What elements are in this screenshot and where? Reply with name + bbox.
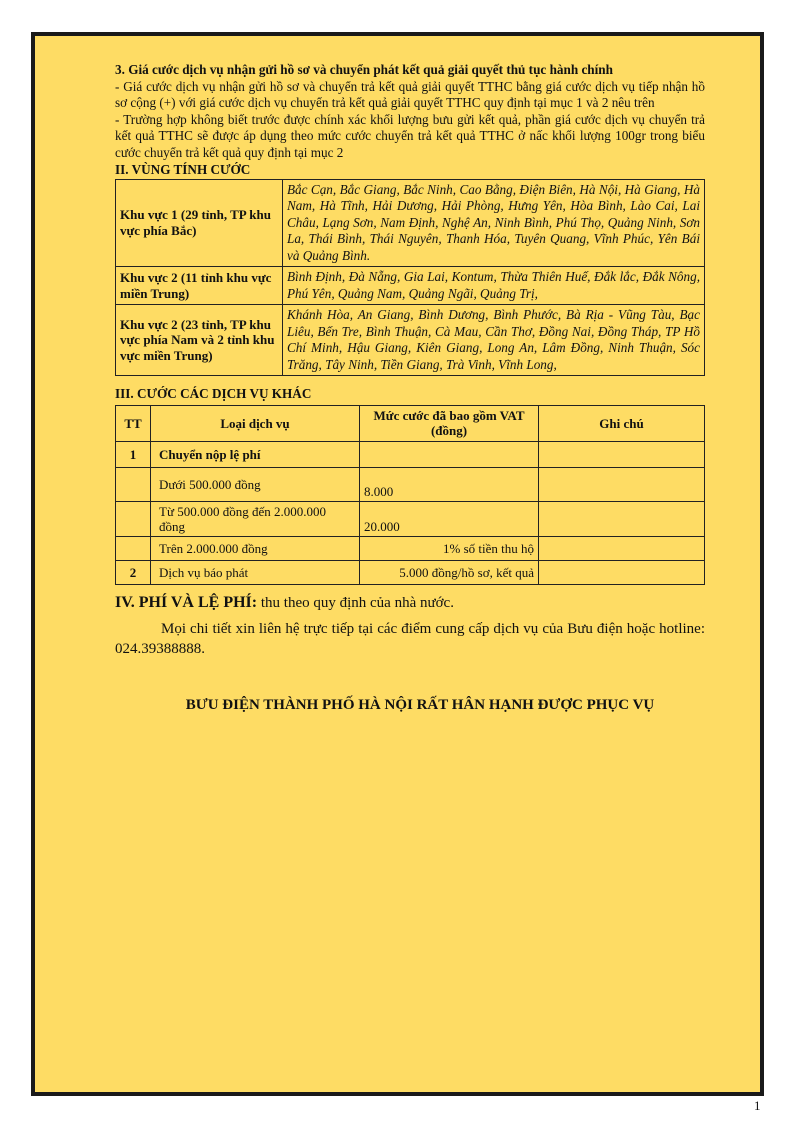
fees-table [115,405,705,585]
row-number [116,536,151,560]
service-type: Từ 500.000 đồng đến 2.000.000 đồng [151,501,360,536]
service-type: Trên 2.000.000 đồng [151,536,360,560]
section3-title: 3. Giá cước dịch vụ nhận gửi hồ sơ và chuyển phát kết quả giải quyết thủ tục hành chính [115,62,613,77]
section2-heading: II. VÙNG TÍNH CƯỚC [115,162,251,177]
row-number [116,501,151,536]
header-note: Ghi chú [539,405,705,441]
row-number: 1 [116,441,151,467]
service-note [539,467,705,501]
table-row [116,467,705,501]
section4 [115,593,705,613]
row-number: 2 [116,560,151,584]
service-price [360,441,539,467]
section3-paragraph-1: - Giá cước dịch vụ nhận gửi hồ sơ và chuyển trả kết quả giải quyết TTHC bằng giá cước dịch vụ tiếp nhận hồ sơ cộng (+) với giá cước dịch vụ chuyển trả kết quả giải quyết TTHC quy định tại mục 1 và 2 nêu trên [115,78,705,110]
zones-table [115,179,705,377]
section3-paragraph-2: - Trường hợp không biết trước được chính xác khối lượng bưu gửi kết quả, phần giá cước dịch vụ chuyển trả kết quả TTHC sẽ được áp dụng theo mức cước chuyển trả kết quả TTHC ở nấc khối lượng 100gr trong biểu cước chuyển trả kết quả quy định tại mục 2 [115,111,705,160]
zone-provinces: Bắc Cạn, Bắc Giang, Bắc Ninh, Cao Bằng, Điện Biên, Hà Nội, Hà Giang, Hà Nam, Hà Tĩnh, Hải Dương, Hải Phòng, Hưng Yên, Hòa Bình, Lào Cai, Lai Châu, Lạng Sơn, Nam Định, Nghệ An, Ninh Bình, Phú Thọ, Quảng Ninh, Sơn La, Thái Bình, Thái Nguyên, Thanh Hóa, Tuyên Quang, Vĩnh Phúc, Yên Bái và Quảng Bình. [283,179,705,267]
zone-provinces: Khánh Hòa, An Giang, Bình Dương, Bình Phước, Bà Rịa - Vũng Tàu, Bạc Liêu, Bến Tre, Bình Thuận, Cà Mau, Cần Thơ, Đồng Nai, Đồng Tháp, TP Hồ Chí Minh, Hậu Giang, Kiên Giang, Long An, Lâm Đồng, Ninh Thuận, Sóc Trăng, Tây Ninh, Tiền Giang, Trà Vinh, Vĩnh Long, [283,305,705,376]
table-row [116,441,705,467]
table-row [116,560,705,584]
table-row [116,179,705,267]
header-type: Loại dịch vụ [151,405,360,441]
table-row [116,267,705,305]
zone-provinces: Bình Định, Đà Nẵng, Gia Lai, Kontum, Thừa Thiên Huế, Đắk lắc, Đắk Nông, Phú Yên, Quảng Nam, Quảng Ngãi, Quảng Trị, [283,267,705,305]
document-content [115,62,705,713]
service-price: 1% số tiền thu hộ [360,536,539,560]
service-type: Chuyển nộp lệ phí [151,441,360,467]
service-price: 20.000 [360,501,539,536]
table-header-row [116,405,705,441]
zone-name: Khu vực 1 (29 tỉnh, TP khu vực phía Bắc) [116,179,283,267]
header-price: Mức cước đã bao gồm VAT (đồng) [360,405,539,441]
section4-text: thu theo quy định của nhà nước. [257,594,454,611]
service-note [539,536,705,560]
section3b-heading: III. CƯỚC CÁC DỊCH VỤ KHÁC [115,386,312,401]
table-row [116,305,705,376]
service-note [539,501,705,536]
page-number: 1 [754,1098,761,1113]
service-note [539,560,705,584]
zone-name: Khu vực 2 (11 tỉnh khu vực miền Trung) [116,267,283,305]
zone-name: Khu vực 2 (23 tỉnh, TP khu vực phía Nam và 2 tỉnh khu vực miền Trung) [116,305,283,376]
table-row [116,536,705,560]
section4-label: IV. PHÍ VÀ LỆ PHÍ: [115,593,258,611]
table-row [116,501,705,536]
header-tt: TT [116,405,151,441]
service-price: 8.000 [360,467,539,501]
service-type: Dưới 500.000 đồng [151,467,360,501]
service-note [539,441,705,467]
row-number [116,467,151,501]
service-price: 5.000 đồng/hồ sơ, kết quả [360,560,539,584]
service-type: Dịch vụ báo phát [151,560,360,584]
closing-line: BƯU ĐIỆN THÀNH PHỐ HÀ NỘI RẤT HÂN HẠNH ĐƯỢC PHỤC VỤ [185,696,655,713]
contact-paragraph: Mọi chi tiết xin liên hệ trực tiếp tại các điểm cung cấp dịch vụ của Bưu điện hoặc hotline: 024.39388888. [115,620,705,657]
